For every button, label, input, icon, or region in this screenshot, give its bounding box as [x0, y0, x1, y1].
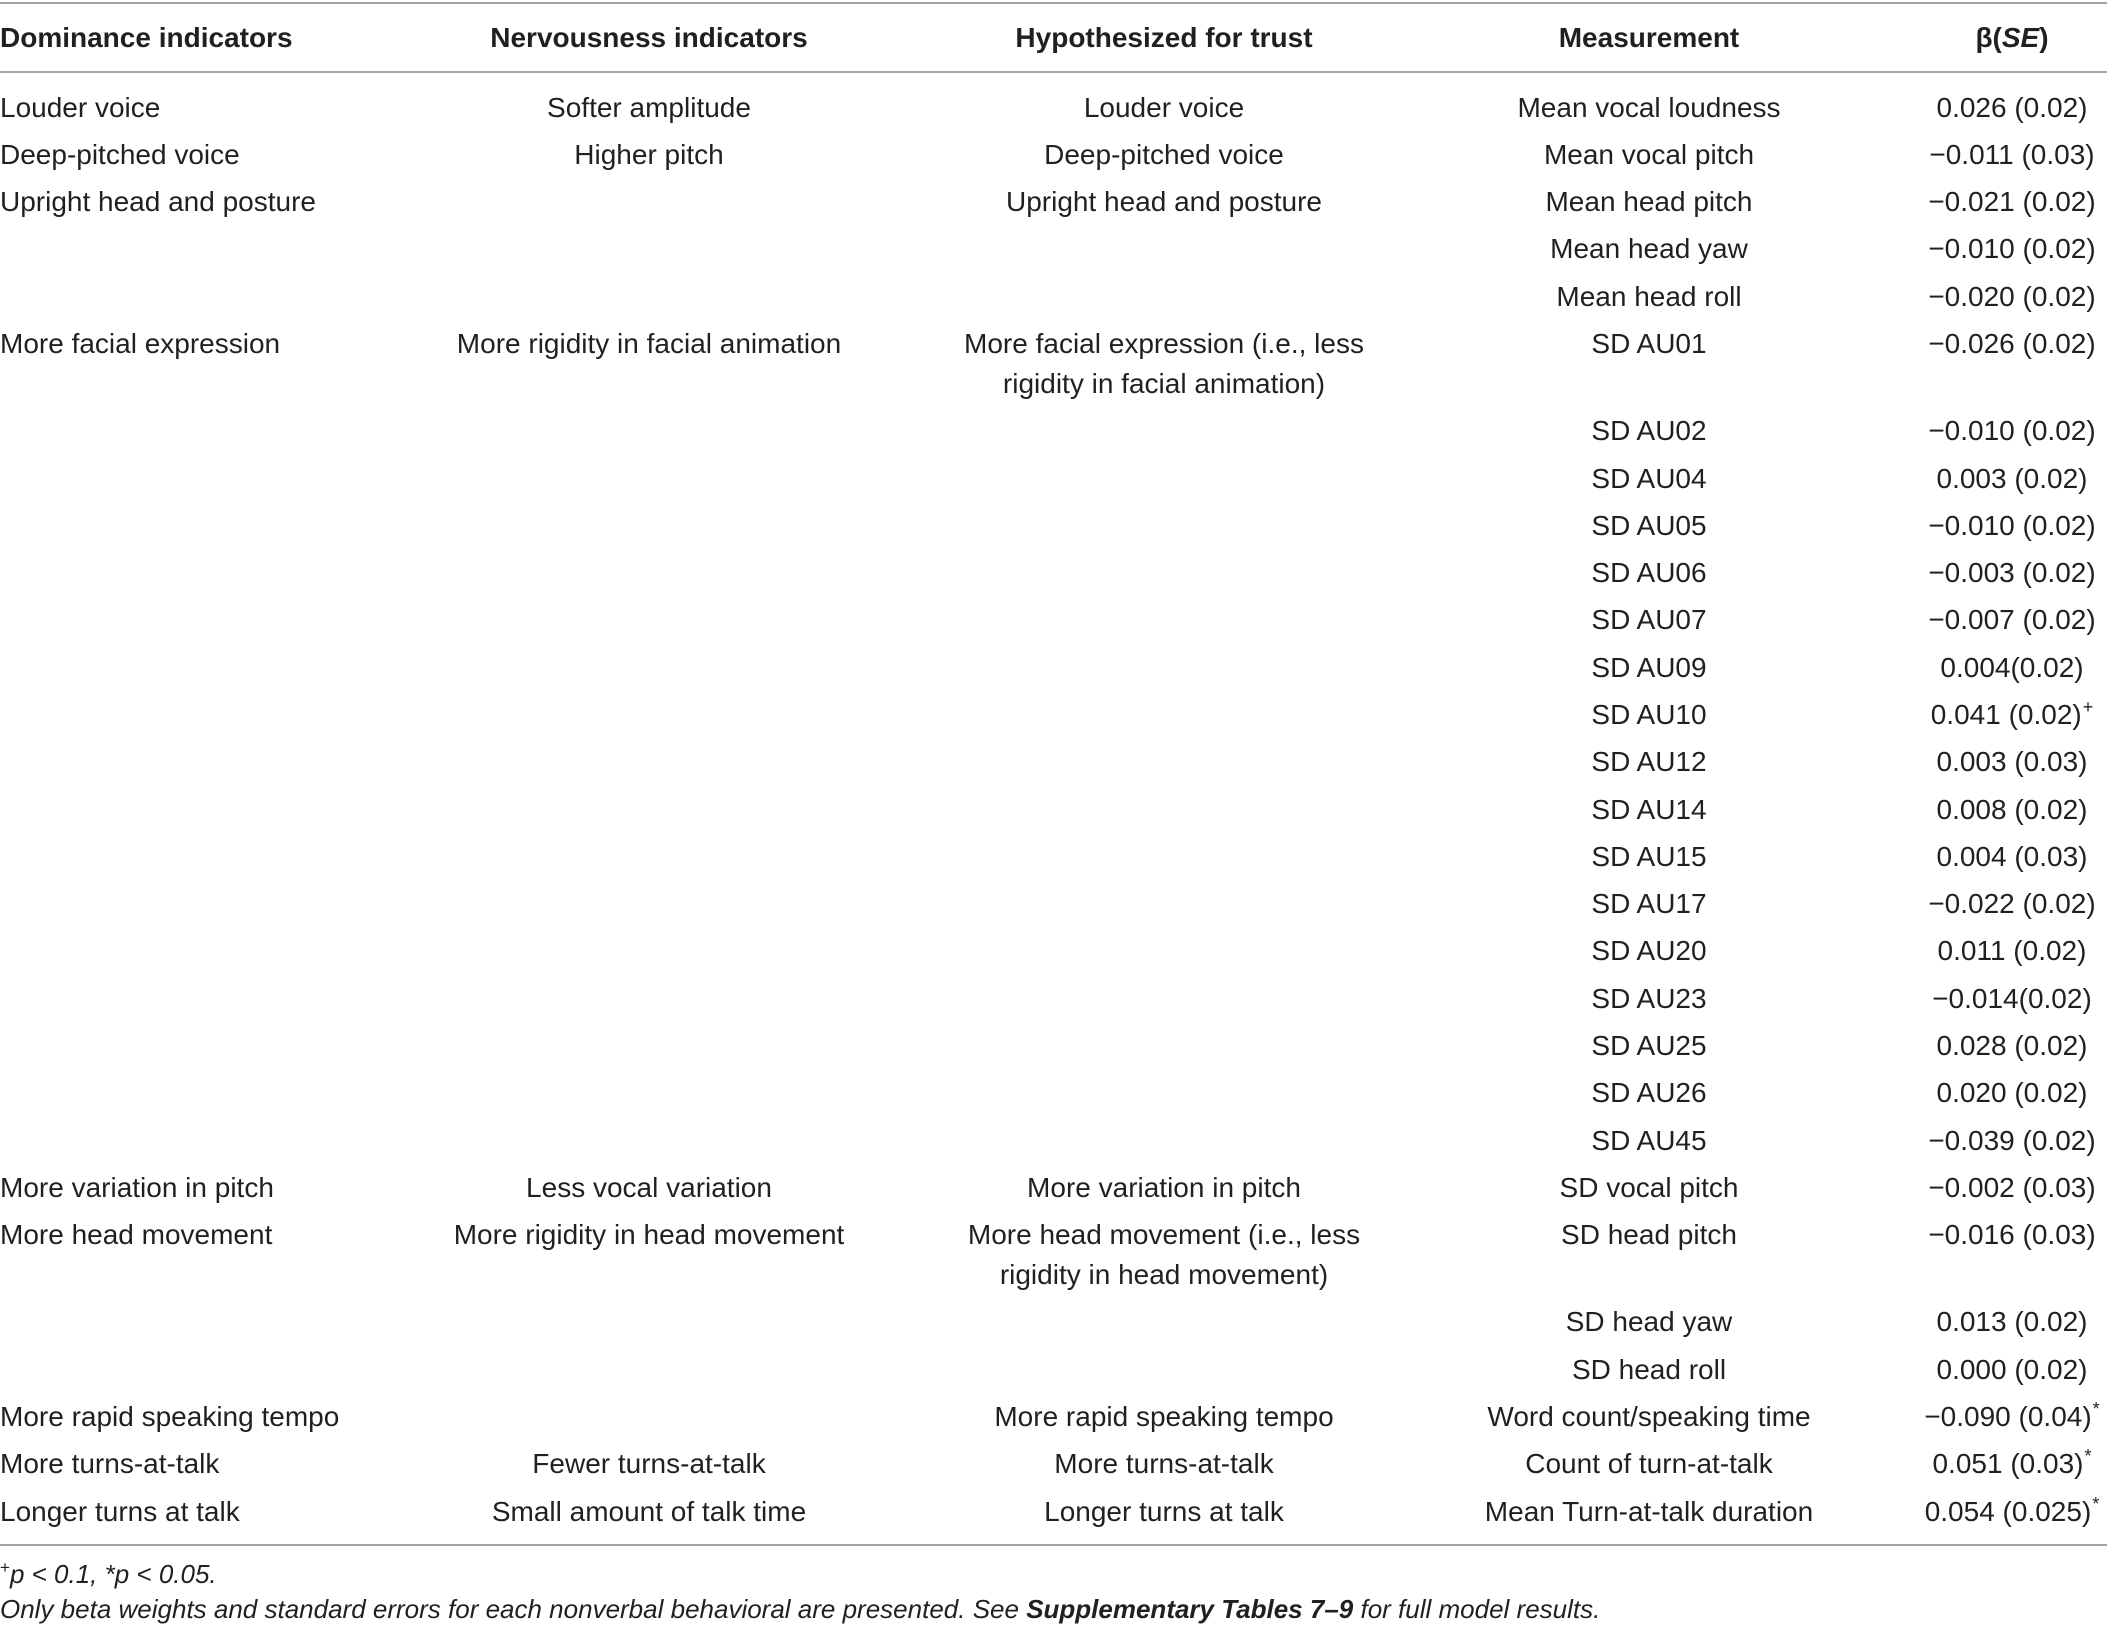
cell-measurement	[1381, 1488, 1917, 1535]
cell-dominance	[0, 455, 351, 462]
cell-hypothesized	[947, 1164, 1381, 1211]
header-measurement: Measurement	[1558, 21, 1740, 53]
cell-beta	[1917, 1299, 2107, 1346]
cell-measurement	[1381, 739, 1917, 786]
significance-mark: *	[2084, 1446, 2092, 1467]
cell-dominance	[0, 1022, 351, 1029]
cell-beta	[1917, 1117, 2107, 1164]
hypothesized-text: More facial expression (i.e., less rigidity in facial animation)	[964, 328, 1364, 400]
cell-hypothesized	[947, 131, 1381, 178]
table-row	[0, 320, 2107, 407]
measurement-text: SD AU12	[1591, 746, 1707, 778]
measurement-text: Mean head yaw	[1550, 233, 1748, 265]
cell-nervousness	[351, 273, 947, 280]
cell-nervousness	[351, 1393, 947, 1400]
cell-hypothesized	[947, 455, 1381, 462]
table-row	[0, 975, 2107, 1022]
cell-hypothesized	[947, 1211, 1381, 1298]
note-footnote	[0, 1592, 2107, 1627]
cell-hypothesized	[947, 786, 1381, 793]
header-beta-prefix: β(	[1975, 21, 2002, 53]
measurement-text: SD AU10	[1591, 699, 1707, 731]
table-row	[0, 881, 2107, 928]
cell-beta	[1917, 226, 2107, 273]
table-body	[0, 73, 2107, 1544]
cell-dominance	[0, 644, 351, 651]
measurement-text: SD AU45	[1591, 1124, 1707, 1156]
dominance-text: More rapid speaking tempo	[0, 1400, 340, 1432]
cell-dominance	[0, 1164, 351, 1211]
cell-measurement	[1381, 131, 1917, 178]
header-beta-suffix: )	[2039, 21, 2049, 53]
measurement-text: SD AU07	[1591, 604, 1707, 636]
cell-hypothesized	[947, 179, 1381, 226]
table-row	[0, 1393, 2107, 1440]
measurement-text: SD AU20	[1591, 935, 1707, 967]
cell-nervousness	[351, 1211, 947, 1258]
table-row	[0, 502, 2107, 549]
cell-hypothesized	[947, 320, 1381, 407]
cell-nervousness	[351, 502, 947, 509]
beta-text: 0.003 (0.02)	[1936, 462, 2088, 494]
dominance-text: More head movement	[0, 1219, 273, 1251]
nervousness-text: Softer amplitude	[547, 91, 751, 123]
cell-dominance	[0, 1488, 351, 1535]
beta-text: 0.000 (0.02)	[1936, 1353, 2088, 1385]
cell-beta	[1917, 644, 2107, 691]
cell-measurement	[1381, 928, 1917, 975]
table-row	[0, 644, 2107, 691]
cell-measurement	[1381, 975, 1917, 1022]
beta-text: −0.022 (0.02)	[1928, 888, 2096, 920]
cell-nervousness	[351, 84, 947, 131]
cell-nervousness	[351, 786, 947, 793]
cell-hypothesized	[947, 550, 1381, 557]
results-table	[0, 2, 2107, 1546]
cell-hypothesized	[947, 597, 1381, 604]
measurement-text: Mean vocal pitch	[1543, 138, 1755, 170]
measurement-text: SD AU01	[1591, 328, 1707, 360]
table-row	[0, 226, 2107, 273]
hypothesized-text: More variation in pitch	[1027, 1171, 1301, 1203]
table-row	[0, 1488, 2107, 1535]
table-row	[0, 739, 2107, 786]
cell-hypothesized	[947, 1441, 1381, 1488]
cell-nervousness	[351, 1164, 947, 1211]
cell-beta	[1917, 833, 2107, 880]
cell-hypothesized	[947, 273, 1381, 280]
cell-nervousness	[351, 739, 947, 746]
beta-text: −0.014(0.02)	[1932, 982, 2092, 1014]
table-row	[0, 84, 2107, 131]
cell-nervousness	[351, 597, 947, 604]
beta-text: 0.054 (0.025)	[1924, 1495, 2092, 1527]
hypothesized-text: More head movement (i.e., less rigidity in head movement)	[967, 1219, 1361, 1291]
cell-nervousness	[351, 644, 947, 651]
cell-beta	[1917, 273, 2107, 320]
cell-beta	[1917, 1393, 2107, 1440]
cell-beta	[1917, 786, 2107, 833]
cell-dominance	[0, 975, 351, 982]
cell-beta	[1917, 84, 2107, 131]
beta-text: −0.020 (0.02)	[1928, 280, 2096, 312]
cell-beta	[1917, 1164, 2107, 1211]
beta-text: 0.051 (0.03)	[1932, 1448, 2084, 1480]
nervousness-text: Small amount of talk time	[491, 1495, 807, 1527]
cell-dominance	[0, 1070, 351, 1077]
cell-nervousness	[351, 408, 947, 415]
dominance-text: More facial expression	[0, 328, 281, 360]
table-row	[0, 1211, 2107, 1298]
hypothesized-text: More rapid speaking tempo	[994, 1400, 1334, 1432]
cell-dominance	[0, 84, 351, 131]
cell-nervousness	[351, 1488, 947, 1535]
nervousness-text: Higher pitch	[574, 138, 724, 170]
cell-dominance	[0, 691, 351, 698]
cell-nervousness	[351, 928, 947, 935]
cell-nervousness	[351, 179, 947, 186]
significance-mark: *	[2092, 1493, 2100, 1514]
cell-nervousness	[351, 131, 947, 178]
cell-measurement	[1381, 273, 1917, 320]
table-row	[0, 1346, 2107, 1393]
cell-beta	[1917, 739, 2107, 786]
dominance-text: More variation in pitch	[0, 1171, 274, 1203]
cell-measurement	[1381, 1211, 1917, 1258]
cell-hypothesized	[947, 1393, 1381, 1440]
header-dominance-indicators: Dominance indicators	[0, 21, 293, 53]
cell-beta	[1917, 1211, 2107, 1258]
cell-hypothesized	[947, 502, 1381, 509]
cell-dominance	[0, 273, 351, 280]
significance-footnote	[0, 1557, 2107, 1592]
cell-hypothesized	[947, 644, 1381, 651]
cell-nervousness	[351, 320, 947, 367]
table-header-row	[0, 4, 2107, 73]
cell-measurement	[1381, 84, 1917, 131]
measurement-text: SD AU25	[1591, 1029, 1707, 1061]
cell-beta	[1917, 1022, 2107, 1069]
dominance-text: Louder voice	[0, 91, 161, 123]
cell-dominance	[0, 833, 351, 840]
table-row	[0, 1164, 2107, 1211]
cell-measurement	[1381, 1346, 1917, 1393]
cell-nervousness	[351, 975, 947, 982]
cell-beta	[1917, 131, 2107, 178]
cell-nervousness	[351, 691, 947, 698]
cell-hypothesized	[947, 1117, 1381, 1124]
cell-measurement	[1381, 1299, 1917, 1346]
cell-hypothesized	[947, 881, 1381, 888]
cell-nervousness	[351, 550, 947, 557]
nervousness-text: More rigidity in facial animation	[456, 328, 842, 360]
cell-hypothesized	[947, 928, 1381, 935]
beta-text: 0.026 (0.02)	[1936, 91, 2088, 123]
cell-hypothesized	[947, 691, 1381, 698]
table-row	[0, 131, 2107, 178]
note-text-after: for full model results.	[1353, 1594, 1601, 1625]
cell-hypothesized	[947, 1022, 1381, 1029]
hypothesized-text: Deep-pitched voice	[1044, 138, 1284, 170]
cell-dominance	[0, 786, 351, 793]
hypothesized-text: Upright head and posture	[1006, 186, 1322, 218]
measurement-text: SD vocal pitch	[1559, 1171, 1739, 1203]
measurement-text: Mean head roll	[1556, 280, 1742, 312]
cell-measurement	[1381, 597, 1917, 644]
cell-dominance	[0, 1117, 351, 1124]
dominance-text: Longer turns at talk	[0, 1495, 240, 1527]
cell-nervousness	[351, 1346, 947, 1353]
table-row	[0, 1022, 2107, 1069]
cell-dominance	[0, 502, 351, 509]
cell-measurement	[1381, 691, 1917, 738]
cell-measurement	[1381, 1393, 1917, 1440]
beta-text: −0.010 (0.02)	[1928, 415, 2096, 447]
cell-beta	[1917, 408, 2107, 455]
table-row	[0, 179, 2107, 226]
cell-beta	[1917, 179, 2107, 226]
hypothesized-text: Louder voice	[1083, 91, 1245, 123]
dominance-text: Upright head and posture	[0, 186, 316, 218]
cell-beta	[1917, 975, 2107, 1022]
measurement-text: SD AU06	[1591, 557, 1707, 589]
measurement-text: SD AU23	[1591, 982, 1707, 1014]
significance-mark: +	[2082, 697, 2094, 718]
measurement-text: SD AU17	[1591, 888, 1707, 920]
measurement-text: SD AU09	[1591, 651, 1707, 683]
cell-beta	[1917, 1488, 2107, 1535]
table-row	[0, 1117, 2107, 1164]
cell-measurement	[1381, 1070, 1917, 1117]
cell-measurement	[1381, 1441, 1917, 1488]
measurement-text: SD AU26	[1591, 1077, 1707, 1109]
table-row	[0, 691, 2107, 738]
cell-dominance	[0, 131, 351, 178]
cell-dominance	[0, 320, 351, 367]
cell-dominance	[0, 1211, 351, 1258]
plus-superscript: +	[0, 1558, 10, 1578]
header-nervousness-indicators: Nervousness indicators	[490, 21, 808, 53]
cell-nervousness	[351, 833, 947, 840]
cell-hypothesized	[947, 1346, 1381, 1353]
cell-beta	[1917, 1346, 2107, 1393]
cell-hypothesized	[947, 1488, 1381, 1535]
cell-measurement	[1381, 226, 1917, 273]
header-hypothesized-for-trust: Hypothesized for trust	[1015, 21, 1313, 53]
significance-mark: *	[2092, 1398, 2100, 1419]
table-row	[0, 928, 2107, 975]
cell-nervousness	[351, 1299, 947, 1306]
beta-text: −0.039 (0.02)	[1928, 1124, 2096, 1156]
cell-measurement	[1381, 455, 1917, 502]
cell-beta	[1917, 691, 2107, 738]
hypothesized-text: Longer turns at talk	[1044, 1495, 1284, 1527]
table-row	[0, 786, 2107, 833]
cell-measurement	[1381, 881, 1917, 928]
cell-hypothesized	[947, 84, 1381, 131]
cell-measurement	[1381, 550, 1917, 597]
cell-measurement	[1381, 786, 1917, 833]
beta-text: 0.028 (0.02)	[1936, 1029, 2088, 1061]
cell-beta	[1917, 1441, 2107, 1488]
beta-text: −0.090 (0.04)	[1924, 1400, 2092, 1432]
cell-hypothesized	[947, 226, 1381, 233]
measurement-text: SD head yaw	[1565, 1306, 1733, 1338]
cell-hypothesized	[947, 975, 1381, 982]
cell-dominance	[0, 1299, 351, 1306]
header-beta-se-italic: SE	[2001, 21, 2040, 53]
beta-text: 0.011 (0.02)	[1937, 935, 2087, 967]
measurement-text: Mean vocal loudness	[1517, 91, 1781, 123]
cell-measurement	[1381, 408, 1917, 455]
dominance-text: Deep-pitched voice	[0, 138, 240, 170]
table-row	[0, 455, 2107, 502]
cell-beta	[1917, 1070, 2107, 1117]
table-row	[0, 550, 2107, 597]
beta-text: −0.003 (0.02)	[1928, 557, 2096, 589]
measurement-text: Count of turn-at-talk	[1525, 1448, 1773, 1480]
table-row	[0, 597, 2107, 644]
cell-nervousness	[351, 881, 947, 888]
cell-measurement	[1381, 1022, 1917, 1069]
cell-nervousness	[351, 1117, 947, 1124]
measurement-text: Word count/speaking time	[1487, 1400, 1811, 1432]
measurement-text: SD AU04	[1591, 462, 1707, 494]
measurement-text: SD AU02	[1591, 415, 1707, 447]
hypothesized-text: More turns-at-talk	[1054, 1448, 1274, 1480]
beta-text: −0.002 (0.03)	[1928, 1171, 2096, 1203]
nervousness-text: Fewer turns-at-talk	[532, 1448, 766, 1480]
cell-dominance	[0, 1346, 351, 1353]
nervousness-text: More rigidity in head movement	[453, 1219, 845, 1251]
cell-measurement	[1381, 179, 1917, 226]
beta-text: 0.003 (0.03)	[1936, 746, 2088, 778]
table-row	[0, 273, 2107, 320]
cell-measurement	[1381, 502, 1917, 549]
note-text-before: Only beta weights and standard errors for each nonverbal behavioral are presented. See	[0, 1594, 1027, 1625]
cell-hypothesized	[947, 739, 1381, 746]
header-beta-se	[1917, 18, 2107, 58]
cell-beta	[1917, 502, 2107, 549]
table-row	[0, 1070, 2107, 1117]
beta-text: −0.021 (0.02)	[1928, 186, 2096, 218]
measurement-text: SD AU14	[1591, 793, 1707, 825]
cell-dominance	[0, 597, 351, 604]
cell-beta	[1917, 881, 2107, 928]
table-row	[0, 1441, 2107, 1488]
beta-text: 0.004 (0.03)	[1936, 840, 2088, 872]
cell-measurement	[1381, 320, 1917, 367]
measurement-text: SD AU15	[1591, 840, 1707, 872]
significance-text: p < 0.1, *p < 0.05.	[9, 1559, 217, 1590]
measurement-text: SD AU05	[1591, 509, 1707, 541]
beta-text: 0.013 (0.02)	[1936, 1306, 2088, 1338]
cell-nervousness	[351, 1022, 947, 1029]
cell-dominance	[0, 1393, 351, 1440]
cell-nervousness	[351, 1070, 947, 1077]
measurement-text: SD head roll	[1571, 1353, 1727, 1385]
cell-hypothesized	[947, 1299, 1381, 1306]
beta-text: −0.007 (0.02)	[1928, 604, 2096, 636]
cell-nervousness	[351, 1441, 947, 1488]
beta-text: −0.026 (0.02)	[1928, 328, 2096, 360]
cell-measurement	[1381, 833, 1917, 880]
beta-text: 0.004(0.02)	[1940, 651, 2084, 683]
cell-dominance	[0, 928, 351, 935]
beta-text: −0.010 (0.02)	[1928, 233, 2096, 265]
table-row	[0, 1299, 2107, 1346]
beta-text: −0.011 (0.03)	[1929, 138, 2095, 170]
table-row	[0, 833, 2107, 880]
cell-measurement	[1381, 644, 1917, 691]
cell-dominance	[0, 550, 351, 557]
cell-dominance	[0, 739, 351, 746]
cell-dominance	[0, 226, 351, 233]
beta-text: 0.041 (0.02)	[1930, 699, 2082, 731]
cell-beta	[1917, 550, 2107, 597]
cell-hypothesized	[947, 1070, 1381, 1077]
cell-hypothesized	[947, 833, 1381, 840]
cell-beta	[1917, 928, 2107, 975]
cell-dominance	[0, 881, 351, 888]
beta-text: −0.016 (0.03)	[1928, 1219, 2096, 1251]
measurement-text: Mean Turn-at-talk duration	[1484, 1495, 1814, 1527]
cell-dominance	[0, 408, 351, 415]
cell-measurement	[1381, 1164, 1917, 1211]
table-row	[0, 408, 2107, 455]
dominance-text: More turns-at-talk	[0, 1448, 220, 1480]
beta-text: −0.010 (0.02)	[1928, 509, 2096, 541]
measurement-text: Mean head pitch	[1545, 186, 1753, 218]
cell-beta	[1917, 597, 2107, 644]
beta-text: 0.008 (0.02)	[1936, 793, 2088, 825]
cell-nervousness	[351, 455, 947, 462]
measurement-text: SD head pitch	[1561, 1219, 1737, 1251]
nervousness-text: Less vocal variation	[526, 1171, 772, 1203]
cell-beta	[1917, 320, 2107, 367]
table-footnotes	[0, 1557, 2107, 1627]
beta-text: 0.020 (0.02)	[1936, 1077, 2088, 1109]
cell-dominance	[0, 1441, 351, 1488]
cell-beta	[1917, 455, 2107, 502]
supplementary-tables-reference: Supplementary Tables 7–9	[1026, 1594, 1354, 1625]
cell-measurement	[1381, 1117, 1917, 1164]
cell-nervousness	[351, 226, 947, 233]
cell-dominance	[0, 179, 351, 226]
cell-hypothesized	[947, 408, 1381, 415]
